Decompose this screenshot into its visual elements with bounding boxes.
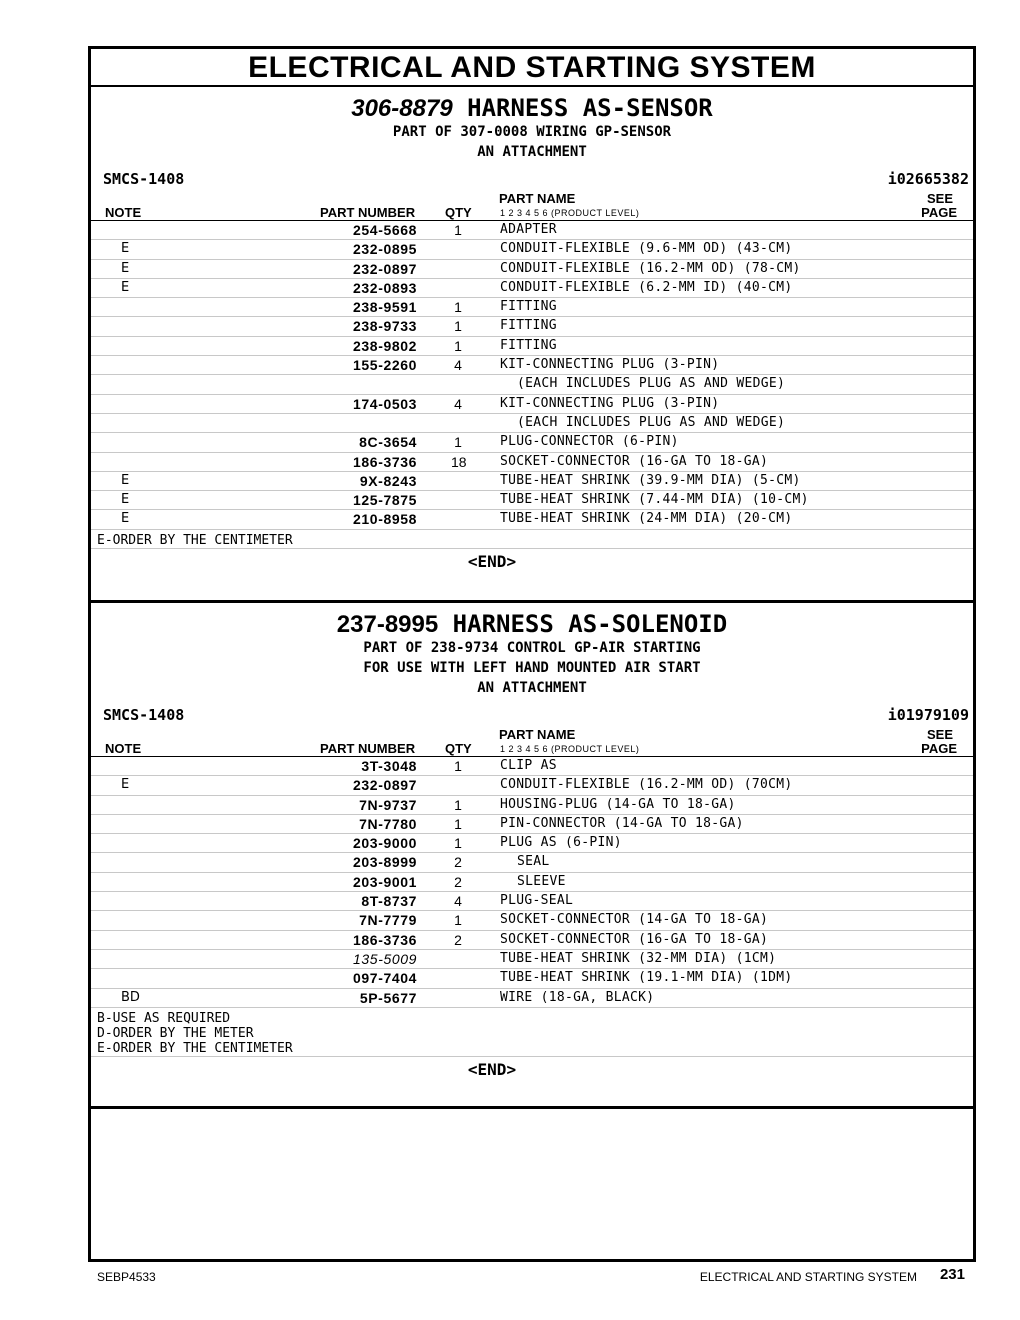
cell-part-name: SOCKET-CONNECTOR (14-GA TO 18-GA) [500,912,769,928]
table-row [91,989,973,1008]
cell-qty: 1 [454,758,462,774]
doc-id: i02665382 [887,170,969,188]
col-product-levels: 1 2 3 4 5 6 (PRODUCT LEVEL) [500,744,640,754]
cell-qty: 1 [454,835,462,852]
table-row [91,834,973,853]
cell-part-number: 186-3736 [353,453,417,470]
table-row [91,853,973,872]
cell-part-name: CONDUIT-FLEXIBLE (6.2-MM ID) (40-CM) [500,279,793,295]
cell-part-name: CONDUIT-FLEXIBLE (16.2-MM OD) (70CM) [500,777,793,793]
cell-part-name: SLEEVE [517,873,566,889]
note-line: B-USE AS REQUIRED [97,1010,231,1026]
col-qty: QTY [445,741,472,756]
smcs-row [91,168,973,190]
cell-qty: 1 [454,912,462,929]
table-row [91,414,973,433]
table-header [91,190,973,221]
cell-part-number: 135-5009 [353,950,417,967]
table-row [91,510,973,529]
cell-part-number: 238-9802 [353,337,417,354]
cell-qty: 4 [454,893,462,910]
table-row [91,298,973,317]
section-subtitle: FOR USE WITH LEFT HAND MOUNTED AIR START [363,660,701,676]
cell-note: E [121,492,130,508]
parts-table [91,757,973,1008]
cell-part-name: TUBE-HEAT SHRINK (39.9-MM DIA) (5-CM) [500,472,801,488]
end-marker: <END> [467,1059,517,1079]
cell-qty: 4 [454,357,462,374]
col-part-number: PART NUMBER [320,741,416,756]
section-name: HARNESS AS-SOLENOID [438,610,728,638]
section-subtitle: AN ATTACHMENT [477,680,587,696]
col-page: PAGE [921,741,957,756]
notes-block [91,530,973,549]
col-note: NOTE [105,741,142,756]
cell-part-number: 232-0897 [353,260,417,277]
cell-part-name: FITTING [500,337,557,353]
page-frame [88,46,976,1262]
table-row [91,472,973,491]
cell-part-name: PIN-CONNECTOR (14-GA TO 18-GA) [500,815,744,831]
table-row [91,815,973,834]
table-row [91,776,973,795]
cell-note: E [121,279,130,295]
cell-note: BD [121,989,140,1005]
cell-part-name: KIT-CONNECTING PLUG (3-PIN) [500,357,720,373]
footer-doc-id: SEBP4533 [97,1270,156,1284]
col-page: PAGE [921,205,957,220]
cell-part-name: KIT-CONNECTING PLUG (3-PIN) [500,395,720,411]
table-row [91,491,973,510]
section-part-number: 237-8995 [336,611,439,638]
table-row [91,375,973,394]
cell-qty: 2 [454,873,462,890]
table-row [91,873,973,892]
cell-part-name: SEAL [517,854,550,870]
smcs-code: SMCS-1408 [103,170,185,188]
cell-part-name: CLIP AS [500,758,557,773]
cell-part-number: 232-0897 [353,777,417,794]
cell-part-number: 210-8958 [353,511,417,528]
cell-qty: 2 [454,931,462,948]
cell-part-number: 203-8999 [353,854,417,871]
table-row [91,969,973,988]
cell-part-name: (EACH INCLUDES PLUG AS AND WEDGE) [517,376,786,392]
cell-part-name: (EACH INCLUDES PLUG AS AND WEDGE) [517,414,786,430]
table-row [91,260,973,279]
col-see: SEE [926,191,953,206]
col-product-levels: 1 2 3 4 5 6 (PRODUCT LEVEL) [500,208,640,218]
col-part-name: PART NAME [499,727,576,742]
section-title [91,611,973,638]
cell-note: E [121,472,130,488]
section-harness-solenoid [91,611,973,1109]
table-row [91,931,973,950]
section-subtitle: PART OF 307-0008 WIRING GP-SENSOR [392,124,672,140]
note-line: D-ORDER BY THE METER [97,1025,254,1041]
smcs-code: SMCS-1408 [103,706,185,724]
cell-part-number: 203-9001 [353,873,417,890]
cell-part-name: ADAPTER [500,222,557,237]
col-note: NOTE [105,205,142,220]
section-name: HARNESS AS-SENSOR [452,94,713,122]
note-line: E-ORDER BY THE CENTIMETER [97,532,293,548]
cell-part-number: 254-5668 [353,222,417,238]
note-line: E-ORDER BY THE CENTIMETER [97,1040,293,1056]
cell-qty: 1 [454,222,462,238]
cell-qty: 1 [454,815,462,832]
section-harness-sensor [91,95,973,603]
cell-part-number: 7N-7780 [359,815,417,832]
cell-part-name: PLUG-SEAL [500,893,574,909]
table-row [91,395,973,414]
cell-qty: 1 [454,434,462,451]
doc-id: i01979109 [887,706,969,724]
table-row [91,757,973,776]
table-header [91,726,973,757]
cell-part-name: SOCKET-CONNECTOR (16-GA TO 18-GA) [500,931,769,947]
cell-part-number: 3T-3048 [361,758,417,774]
cell-part-number: 097-7404 [353,970,417,987]
cell-part-name: FITTING [500,318,557,334]
cell-part-name: CONDUIT-FLEXIBLE (16.2-MM OD) (78-CM) [500,260,801,276]
cell-part-number: 238-9591 [353,299,417,316]
col-see: SEE [926,727,953,742]
cell-part-number: 8T-8737 [361,893,417,910]
col-qty: QTY [445,205,472,220]
table-row [91,950,973,969]
table-row [91,796,973,815]
cell-part-number: 232-0893 [353,279,417,296]
cell-part-number: 7N-9737 [359,796,417,813]
section-subtitle: AN ATTACHMENT [477,144,587,160]
table-row [91,892,973,911]
table-row [91,221,973,240]
table-row [91,337,973,356]
cell-part-name: TUBE-HEAT SHRINK (32-MM DIA) (1CM) [500,950,777,966]
cell-part-name: FITTING [500,299,557,315]
cell-qty: 18 [451,453,467,470]
cell-part-name: TUBE-HEAT SHRINK (19.1-MM DIA) (1DM) [500,970,793,986]
notes-block [91,1008,973,1057]
cell-part-number: 7N-7779 [359,912,417,929]
table-row [91,240,973,259]
cell-part-name: PLUG-CONNECTOR (6-PIN) [500,434,679,450]
cell-part-name: PLUG AS (6-PIN) [500,835,622,851]
cell-part-number: 186-3736 [353,931,417,948]
table-row [91,317,973,336]
cell-part-name: CONDUIT-FLEXIBLE (9.6-MM OD) (43-CM) [500,241,793,257]
cell-part-name: HOUSING-PLUG (14-GA TO 18-GA) [500,796,736,812]
col-part-name: PART NAME [499,191,576,206]
cell-part-number: 203-9000 [353,835,417,852]
table-row [91,433,973,452]
cell-qty: 1 [454,796,462,813]
page-title: ELECTRICAL AND STARTING SYSTEM [91,49,973,87]
cell-part-name: TUBE-HEAT SHRINK (7.44-MM DIA) (10-CM) [500,492,809,508]
table-row [91,279,973,298]
cell-part-number: 9X-8243 [359,472,417,489]
col-part-number: PART NUMBER [320,205,416,220]
cell-part-number: 232-0895 [353,241,417,258]
cell-part-number: 238-9733 [353,318,417,335]
table-row [91,356,973,375]
cell-note: E [121,777,130,793]
parts-table [91,221,973,530]
end-marker: <END> [467,551,517,571]
cell-part-name: TUBE-HEAT SHRINK (24-MM DIA) (20-CM) [500,511,793,527]
table-row [91,453,973,472]
smcs-row [91,704,973,726]
cell-note: E [121,241,130,257]
cell-qty: 1 [454,318,462,335]
footer-title: ELECTRICAL AND STARTING SYSTEM [699,1270,917,1284]
section-title [91,95,973,122]
cell-part-number: 5P-5677 [359,989,417,1006]
footer-page-number: 231 [939,1266,965,1283]
cell-qty: 4 [454,395,462,412]
cell-part-number: 155-2260 [353,357,417,374]
cell-qty: 1 [454,299,462,316]
cell-note: E [121,260,130,276]
cell-part-name: WIRE (18-GA, BLACK) [500,989,655,1005]
section-subtitle: PART OF 238-9734 CONTROL GP-AIR STARTING [363,640,701,656]
section-part-number: 306-8879 [351,95,453,122]
table-row [91,911,973,930]
cell-part-number: 125-7875 [353,492,417,509]
cell-part-name: SOCKET-CONNECTOR (16-GA TO 18-GA) [500,453,769,469]
cell-part-number: 174-0503 [353,395,417,412]
cell-qty: 1 [454,337,462,354]
page-footer [97,1266,967,1288]
cell-note: E [121,511,130,527]
cell-qty: 2 [454,854,462,871]
cell-part-number: 8C-3654 [359,434,417,451]
